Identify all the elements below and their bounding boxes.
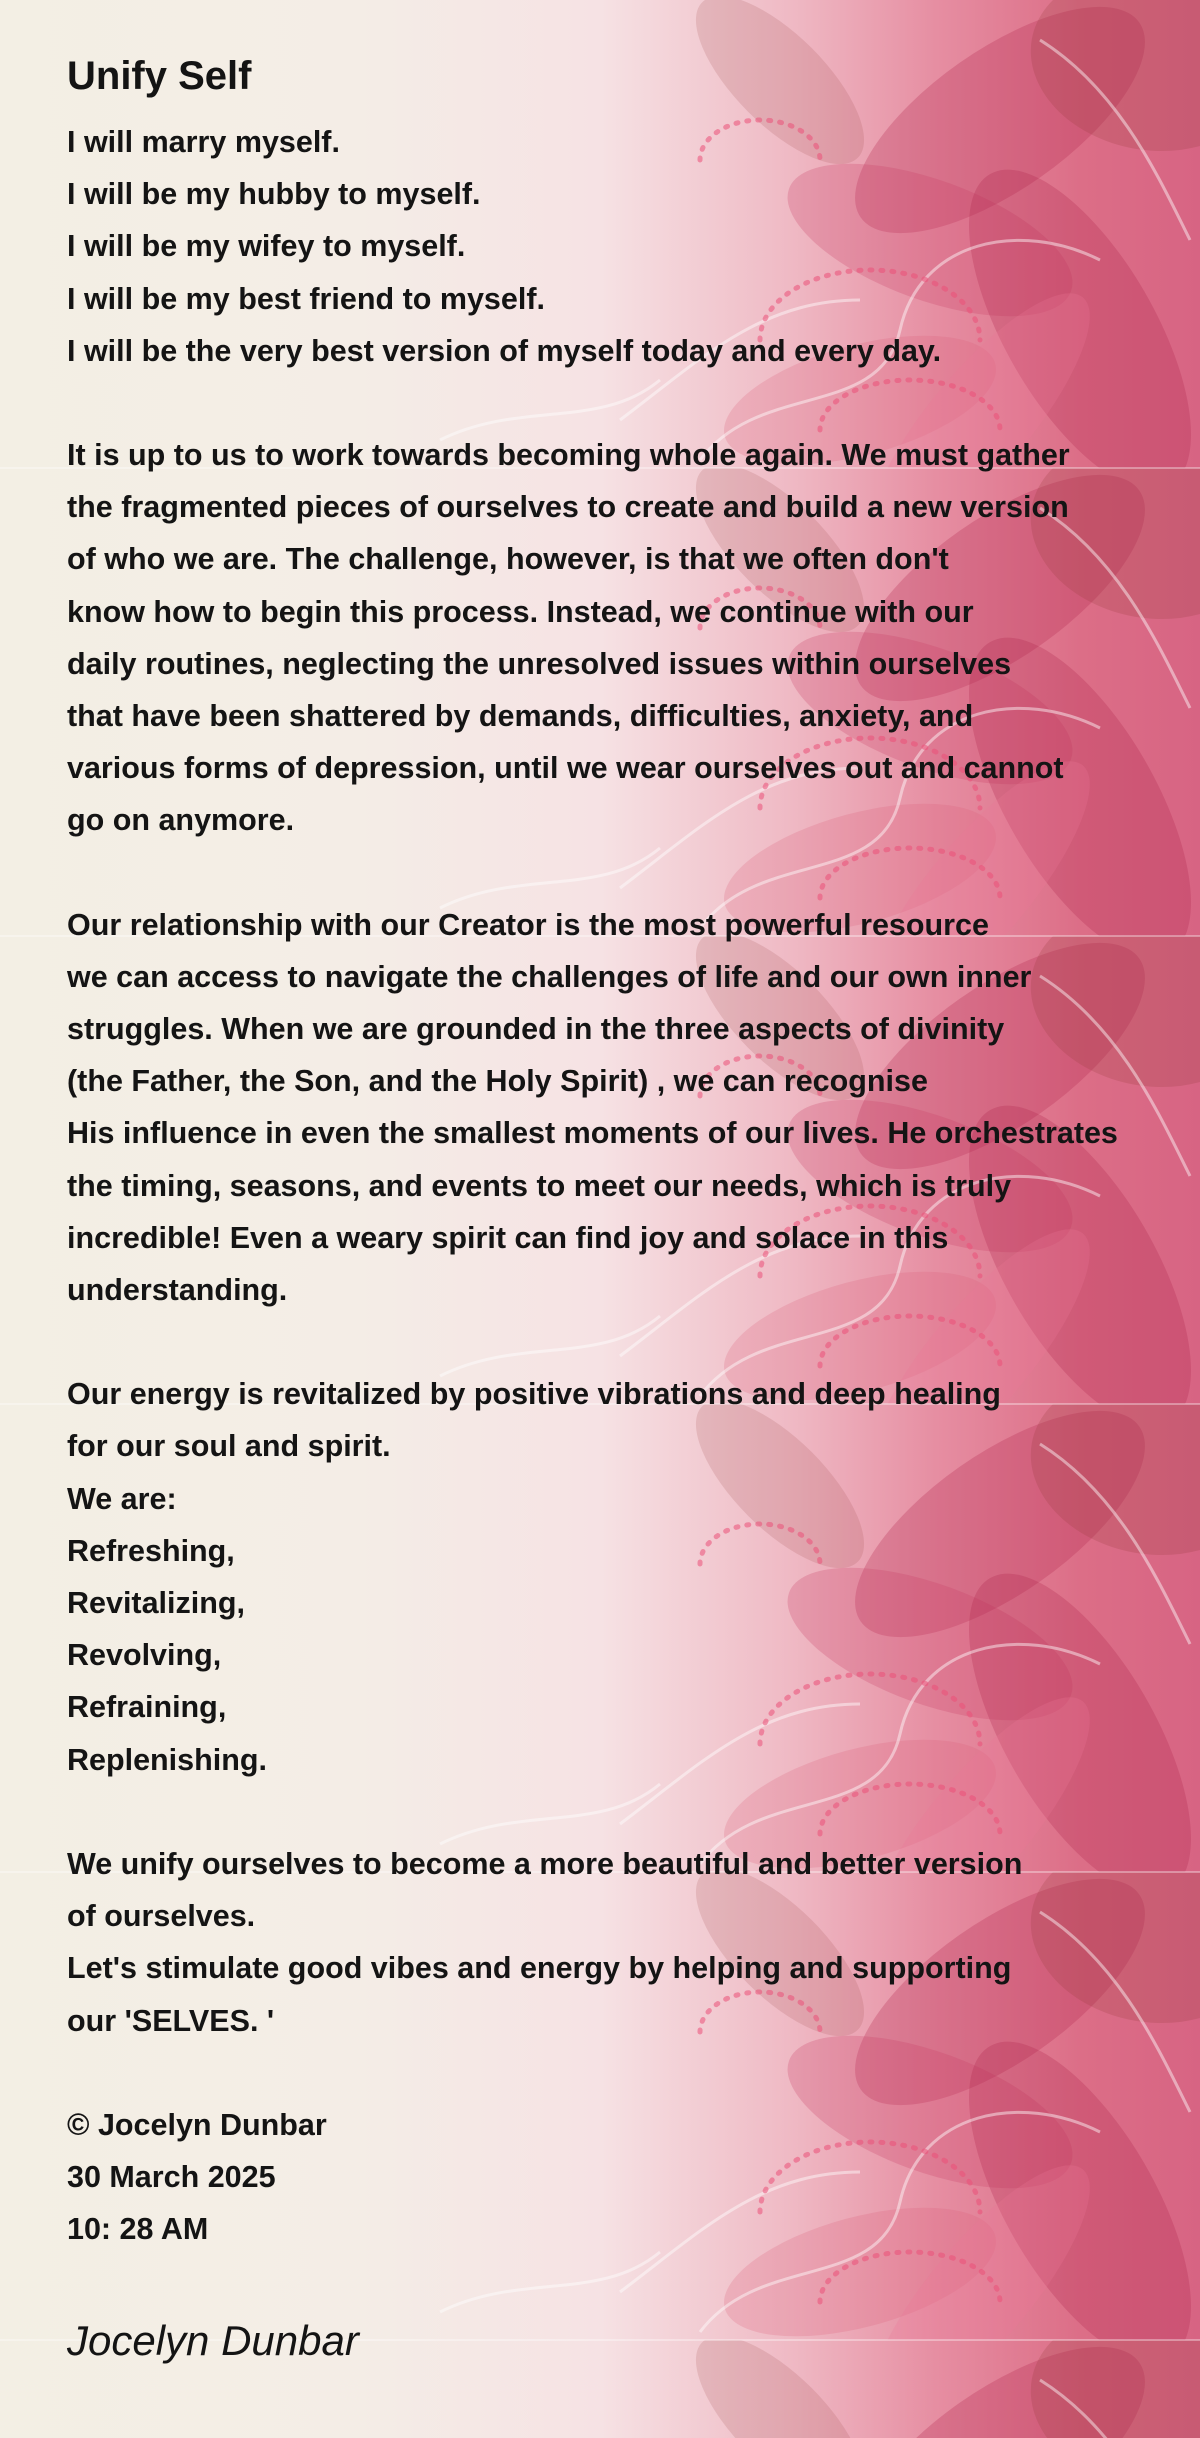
poem-line: It is up to us to work towards becoming whole again. We must gather: [67, 438, 1070, 473]
poem-line: I will marry myself.: [67, 125, 340, 159]
poem-line: go on anymore.: [67, 803, 295, 838]
poem-line: (the Father, the Son, and the Holy Spirit) , we can recognise: [67, 1064, 928, 1099]
poem-title: Unify Self: [67, 54, 252, 98]
poem-line: We are:: [67, 1481, 177, 1516]
poem-line: Revitalizing,: [67, 1586, 245, 1621]
poem-line: Refreshing,: [67, 1533, 235, 1568]
poem-line: I will be the very best version of myself today and every day.: [67, 333, 942, 368]
poem-line: I will be my hubby to myself.: [67, 177, 481, 212]
poem-line: struggles. When we are grounded in the three aspects of divinity: [67, 1012, 1005, 1047]
poem-line: understanding.: [67, 1273, 288, 1308]
poem-line: Our relationship with our Creator is the most powerful resource: [67, 907, 989, 942]
poem-line: various forms of depression, until we wear ourselves out and cannot: [67, 751, 1064, 786]
poem-body: [67, 116, 1187, 2255]
poem-stanza: [67, 1368, 1187, 1786]
author-signature: Jocelyn Dunbar: [67, 2317, 359, 2365]
poem-line: We unify ourselves to become a more beautiful and better version: [67, 1846, 1023, 1881]
poem-line: know how to begin this process. Instead, we continue with our: [67, 594, 974, 629]
poem-line: the fragmented pieces of ourselves to create and build a new version: [67, 490, 1069, 525]
poem-line: incredible! Even a weary spirit can find joy and solace in this: [67, 1220, 949, 1255]
poem-stanza: [67, 899, 1187, 1317]
copyright-block: [67, 2099, 1187, 2256]
poem-content: [67, 44, 1187, 2369]
poem-stanza: [67, 429, 1187, 847]
poem-line: Replenishing.: [67, 1742, 267, 1777]
poem-line: 10: 28 AM: [67, 2212, 209, 2247]
poem-line: for our soul and spirit.: [67, 1429, 391, 1464]
poem-line: our 'SELVES. ': [67, 2003, 275, 2038]
poem-line: Refraining,: [67, 1690, 227, 1725]
poem-stanza: [67, 116, 1187, 377]
poem-line: His influence in even the smallest moments of our lives. He orchestrates: [67, 1116, 1118, 1151]
poem-line: daily routines, neglecting the unresolved issues within ourselves: [67, 646, 1012, 681]
poem-line: I will be my best friend to myself.: [67, 281, 545, 316]
poem-line: the timing, seasons, and events to meet our needs, which is truly: [67, 1168, 1012, 1203]
poem-line: Let's stimulate good vibes and energy by helping and supporting: [67, 1951, 1012, 1986]
poem-line: Our energy is revitalized by positive vibrations and deep healing: [67, 1377, 1001, 1412]
poem-line: that have been shattered by demands, difficulties, anxiety, and: [67, 699, 974, 734]
poem-line: of ourselves.: [67, 1899, 256, 1934]
poem-line: I will be my wifey to myself.: [67, 229, 466, 264]
poem-line: Revolving,: [67, 1638, 222, 1673]
poem-line: 30 March 2025: [67, 2159, 276, 2194]
poem-line: © Jocelyn Dunbar: [67, 2107, 327, 2142]
poem-line: we can access to navigate the challenges of life and our own inner: [67, 959, 1032, 994]
poem-stanza: [67, 1838, 1187, 2047]
poem-line: of who we are. The challenge, however, is that we often don't: [67, 542, 949, 577]
